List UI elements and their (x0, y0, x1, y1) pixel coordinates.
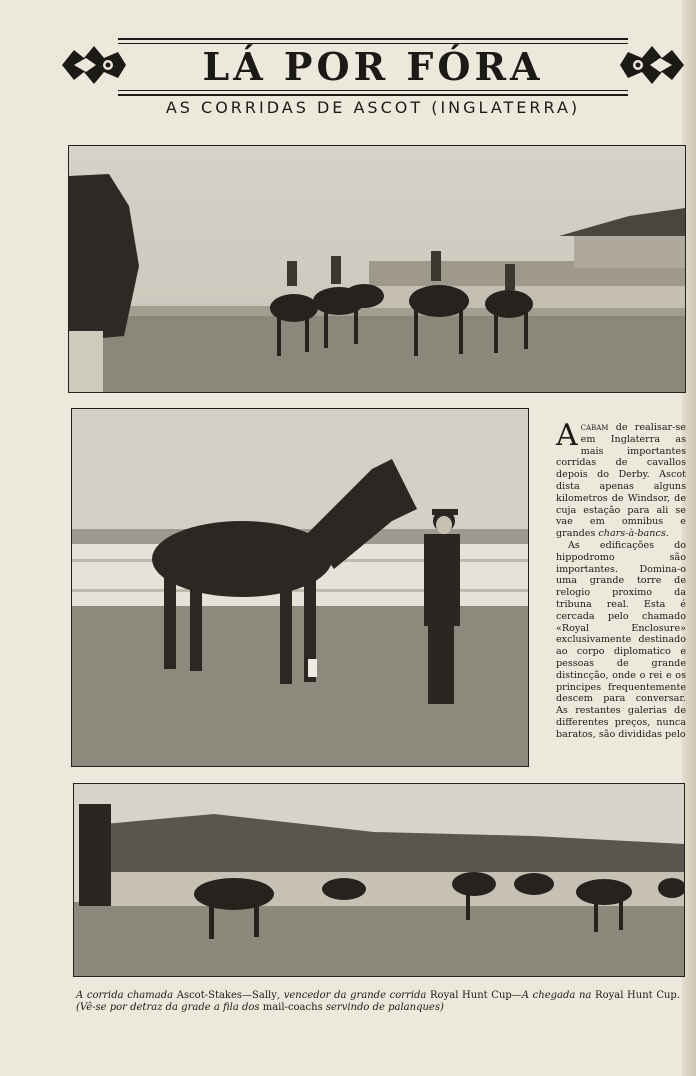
caption-part: Ascot-Stakes (176, 990, 243, 1001)
dropcap: A (556, 418, 578, 453)
caption-part: mail-coachs (262, 1002, 323, 1013)
photo-sally-winner (71, 408, 529, 767)
caption-part: — (242, 990, 253, 1001)
article-p1-end: . (665, 528, 669, 540)
caption-part: A corrida chamada (76, 990, 177, 1001)
article-p1-italic: chars-à-bancs (598, 528, 666, 540)
page-subtitle: AS CORRIDAS DE ASCOT (INGLATERRA) (165, 98, 581, 117)
caption-part: , vencedor da grande corrida (276, 990, 431, 1001)
caption-part: Sally (252, 990, 277, 1001)
caption-part: —A chegada na (511, 990, 596, 1001)
article-p1-text: de realisar-se em Inglaterra as mais importantes corridas de cavallos depois do Derby. Ascot dista apenas alguns kilometros de Windsor, de cuja estação para ali se vae em omnibus e grandes (556, 422, 686, 540)
photo-ascot-stakes-race (68, 145, 686, 393)
title-box (118, 38, 628, 96)
article-text (556, 418, 686, 741)
page-title: LÁ POR FÓRA (202, 44, 544, 89)
article-paragraph-2: As edificações do hippodromo são importantes. Domina-o uma grande torre de relogio proximo da tribuna real. Esta é cercada pelo chamado «Royal Enclosure» exclusivamente destinado ao corpo diplomatico e pessoas de grande distincção, onde o rei e os principes frequentemente descem para conversar. As restantes galerias de differentes preços, nunca baratos, são divididas pelo (556, 539, 686, 740)
article-first-word: cabam (580, 422, 609, 433)
article-paragraph-1 (556, 418, 686, 540)
caption-part: Royal Hunt Cup (595, 990, 677, 1001)
ornament-right-icon (618, 40, 686, 90)
caption-part: servindo de palanques) (322, 1002, 444, 1013)
photo-caption (76, 990, 680, 1014)
masthead (60, 34, 686, 96)
caption-part: Royal Hunt Cup (430, 990, 512, 1001)
photo-royal-hunt-cup-finish (73, 783, 685, 977)
caption-part: . (Vê-se por detraz da grade a fila dos (76, 990, 680, 1013)
